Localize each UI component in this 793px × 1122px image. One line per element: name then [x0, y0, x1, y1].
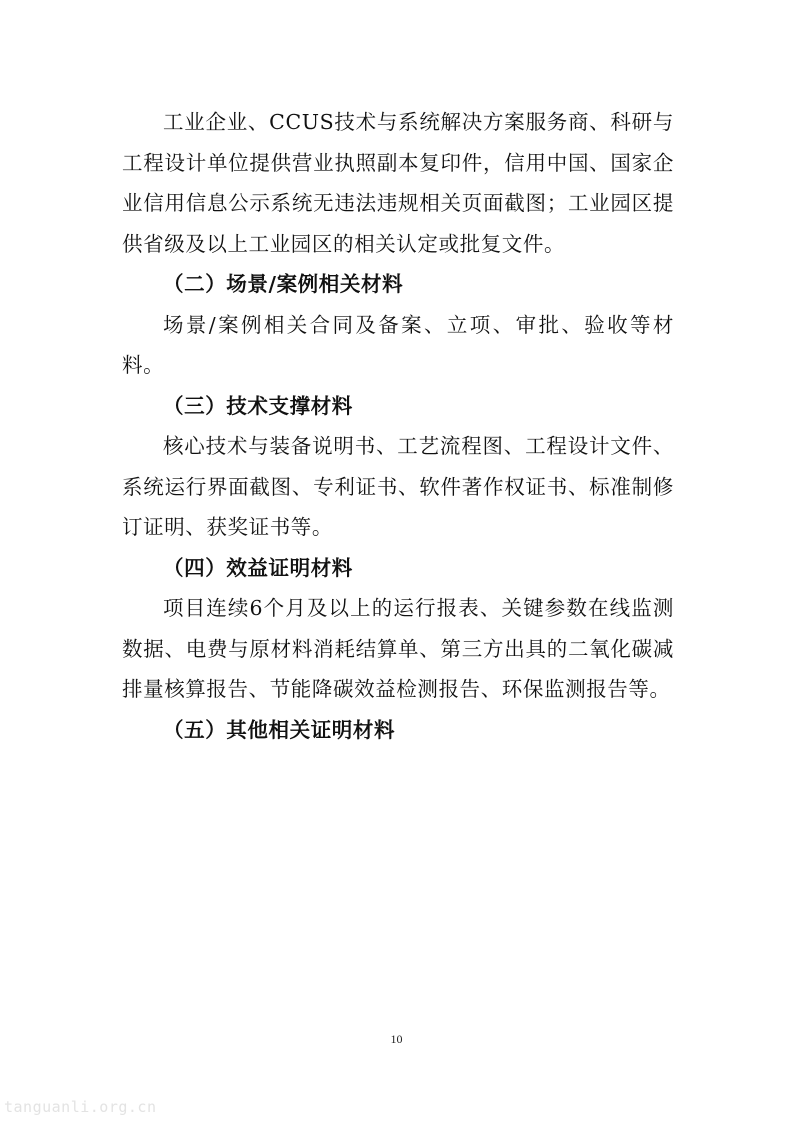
section-heading-other-materials: （五）其他相关证明材料	[163, 717, 396, 742]
paragraph-technical-support: 核心技术与装备说明书、工艺流程图、工程设计文件、系统运行界面截图、专利证书、软件著作权证书、标准制修订证明、获奖证书等。	[122, 434, 674, 539]
paragraph-scenario-materials: 场景/案例相关合同及备案、立项、审批、验收等材料。	[122, 312, 674, 377]
section-heading-benefit-proof: （四）效益证明材料	[163, 555, 353, 580]
paragraph-business-license: 工业企业、CCUS技术与系统解决方案服务商、科研与工程设计单位提供营业执照副本复印件，信用中国、国家企业信用信息公示系统无违法违规相关页面截图；工业园区提供省级及以上工业园区的相关认定或批复文件。	[122, 110, 674, 256]
page-number: 10	[390, 1032, 403, 1046]
section-heading-technical-support: （三）技术支撑材料	[163, 393, 353, 418]
document-body	[122, 102, 674, 750]
section-heading-scenario-materials: （二）场景/案例相关材料	[163, 272, 404, 296]
site-watermark: tanguanli.org.cn	[4, 1098, 157, 1116]
paragraph-benefit-proof: 项目连续6个月及以上的运行报表、关键参数在线监测数据、电费与原材料消耗结算单、第三方出具的二氧化碳减排量核算报告、节能降碳效益检测报告、环保监测报告等。	[122, 596, 674, 701]
